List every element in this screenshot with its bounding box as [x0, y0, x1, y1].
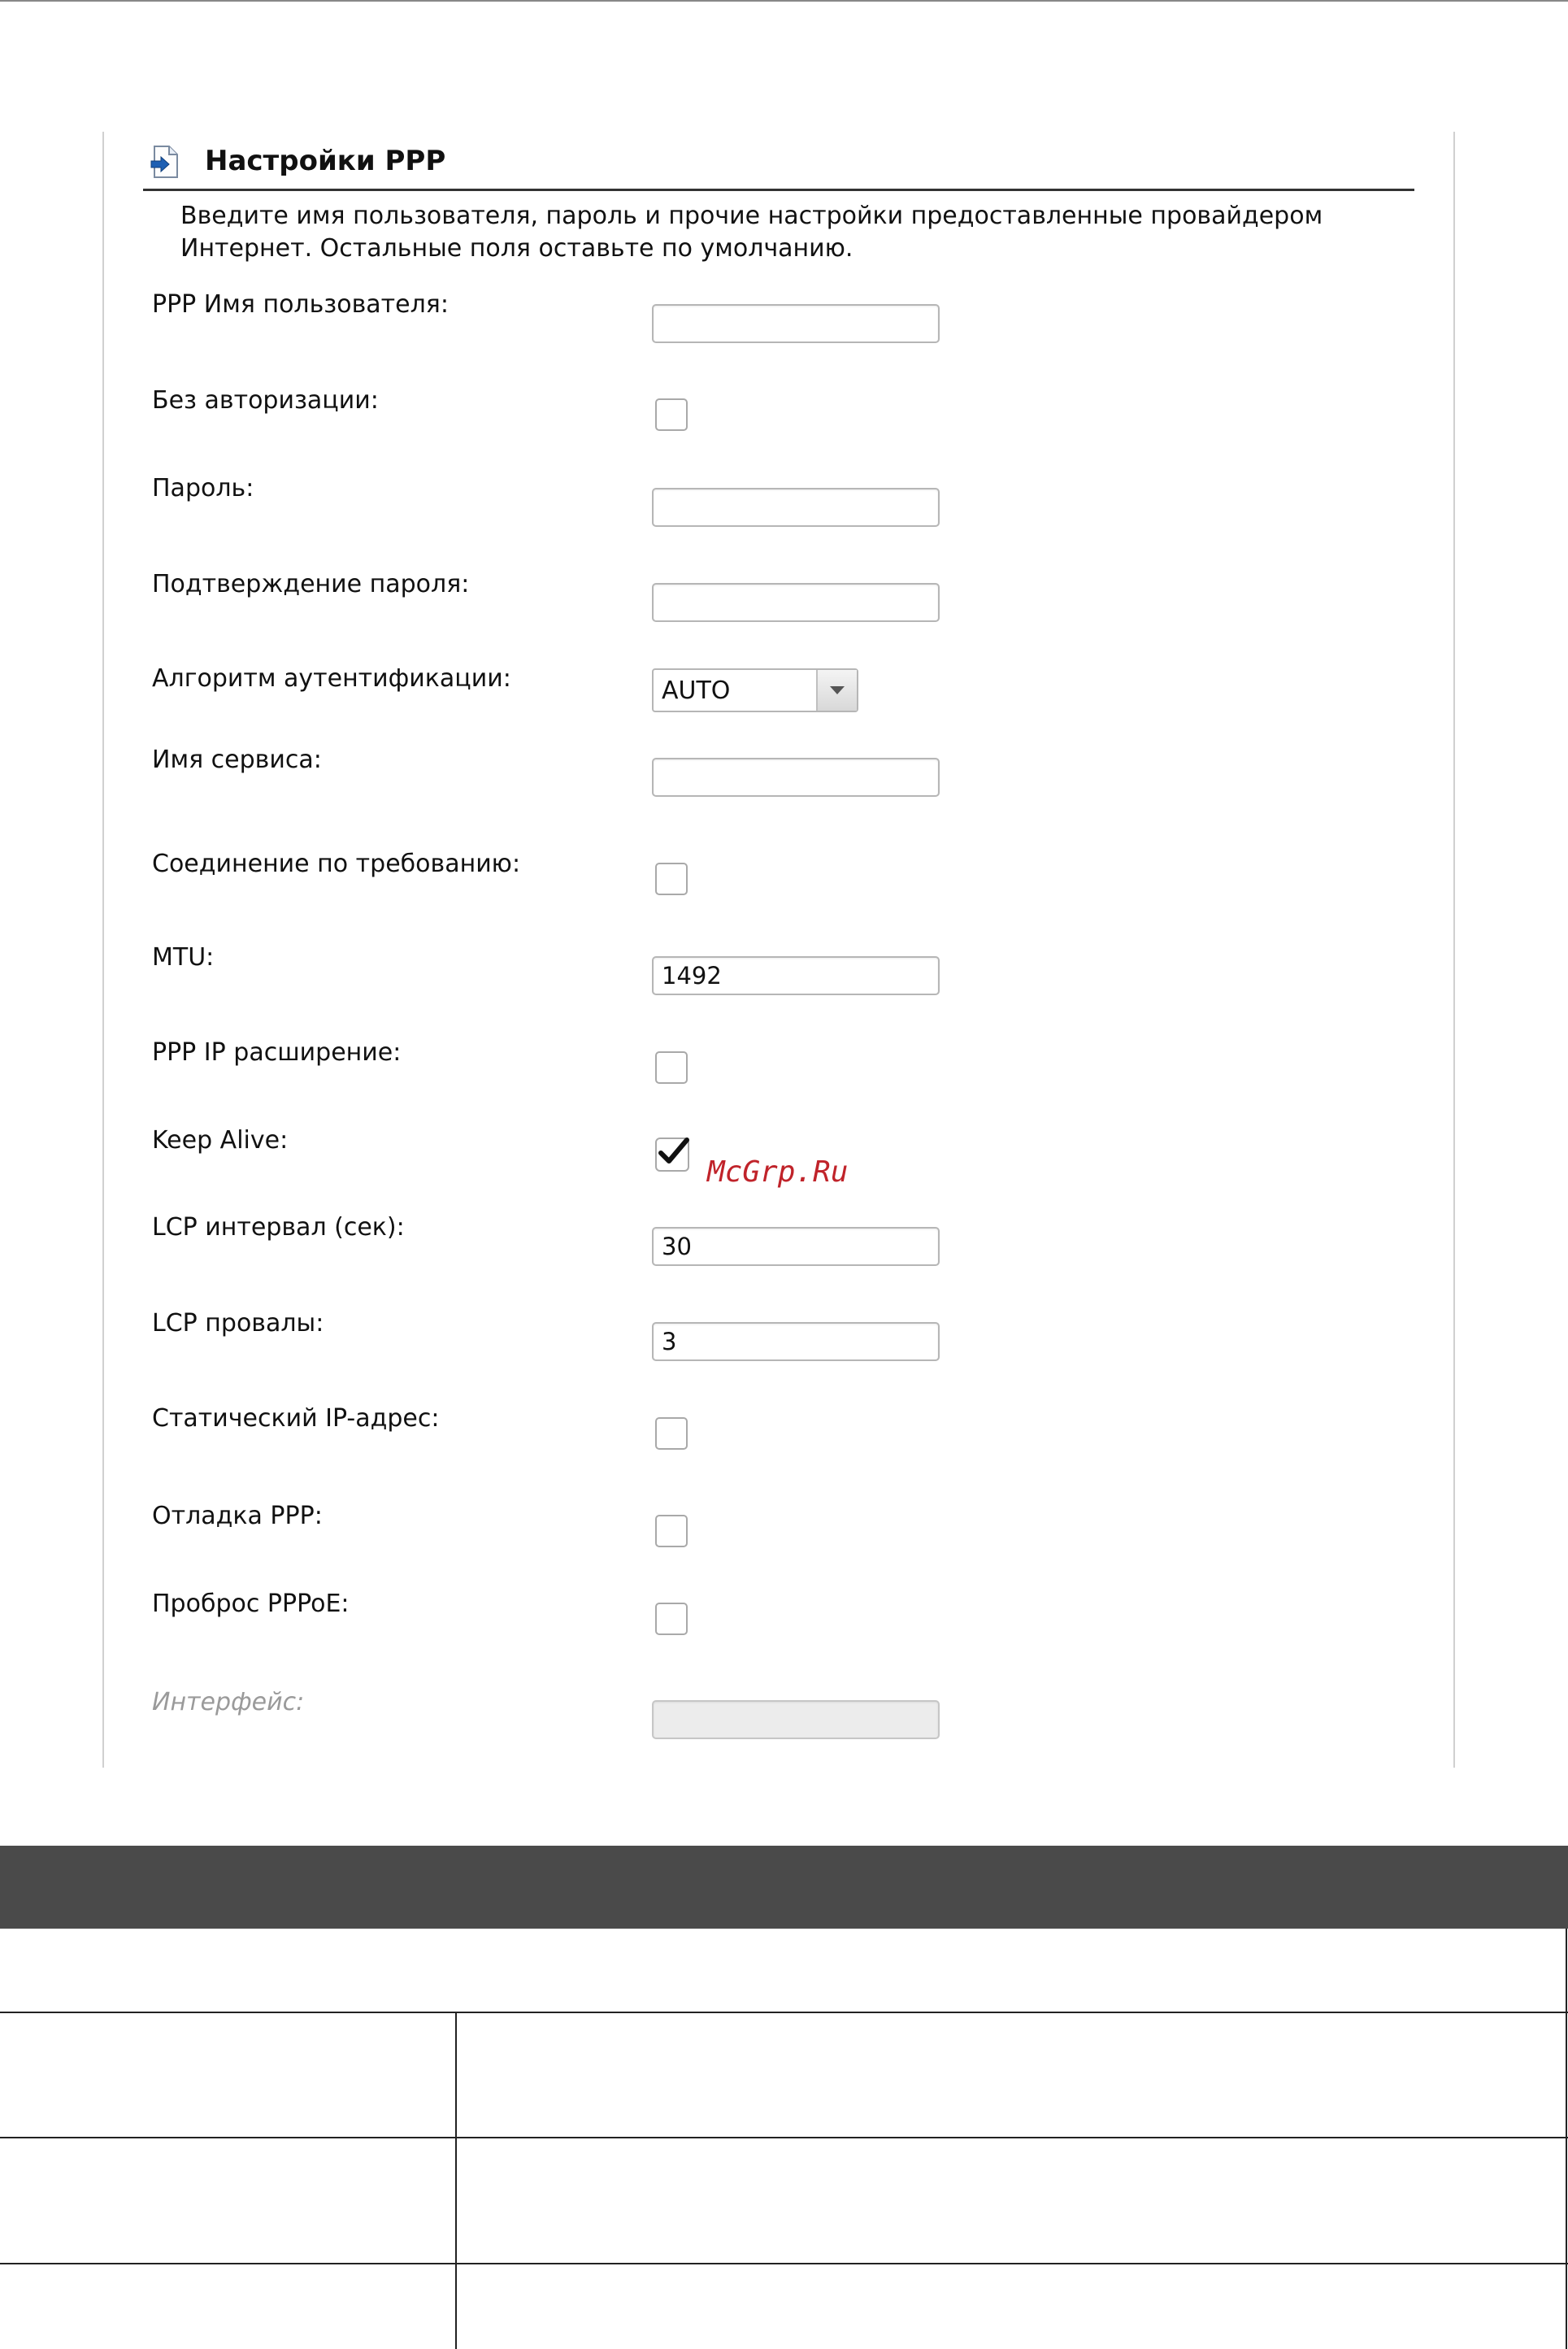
password-confirm-label: Подтверждение пароля: — [152, 570, 470, 598]
lcp-interval-input[interactable] — [652, 1227, 940, 1266]
panel-header — [143, 138, 1414, 191]
service-name-input[interactable] — [652, 758, 940, 797]
panel-intro — [180, 200, 1400, 265]
table-rule — [0, 2012, 1568, 2013]
panel-title: Настройки PPP — [205, 145, 446, 177]
intro-line-1: Введите имя пользователя, пароль и прочие настройки предоставленные провайдером — [180, 202, 1323, 230]
mtu-input[interactable] — [652, 956, 940, 995]
interface-input — [652, 1700, 940, 1739]
intro-line-2: Интернет. Остальные поля оставьте по умолчанию. — [180, 234, 853, 263]
service-name-label: Имя сервиса: — [152, 746, 322, 774]
password-confirm-input[interactable] — [652, 583, 940, 622]
document-arrow-icon — [150, 145, 179, 179]
pppoe-passthrough-label: Проброс PPPoE: — [152, 1590, 350, 1618]
page-top-rule — [0, 0, 1568, 2]
pppoe-passthrough-checkbox[interactable] — [655, 1603, 688, 1635]
no-auth-checkbox[interactable] — [655, 398, 688, 431]
table-column-divider — [455, 2012, 457, 2349]
table-right-edge — [1566, 1929, 1567, 2349]
table-rule — [0, 2263, 1568, 2264]
table-header-bar — [0, 1846, 1568, 1929]
ppp-ip-ext-checkbox[interactable] — [655, 1051, 688, 1084]
auth-algorithm-label: Алгоритм аутентификации: — [152, 664, 511, 693]
static-ip-label: Статический IP-адрес: — [152, 1404, 440, 1433]
username-input[interactable] — [652, 304, 940, 343]
chevron-down-icon[interactable] — [816, 670, 857, 711]
password-label: Пароль: — [152, 474, 254, 502]
watermark: McGrp.Ru — [707, 1155, 849, 1189]
keep-alive-checkbox[interactable] — [655, 1133, 694, 1172]
ppp-debug-label: Отладка PPP: — [152, 1502, 323, 1530]
ppp-ip-ext-label: PPP IP расширение: — [152, 1038, 402, 1067]
interface-label: Интерфейс: — [152, 1688, 305, 1716]
password-input[interactable] — [652, 488, 940, 527]
lcp-fails-input[interactable] — [652, 1322, 940, 1361]
auth-algorithm-select[interactable] — [652, 668, 858, 712]
keep-alive-label: Keep Alive: — [152, 1126, 289, 1155]
lcp-fails-label: LCP провалы: — [152, 1309, 324, 1338]
no-auth-label: Без авторизации: — [152, 386, 379, 415]
auth-algorithm-value: AUTO — [662, 676, 731, 705]
on-demand-checkbox[interactable] — [655, 863, 688, 895]
table-rule — [0, 2137, 1568, 2138]
lcp-interval-label: LCP интервал (сек): — [152, 1213, 405, 1242]
ppp-debug-checkbox[interactable] — [655, 1515, 688, 1547]
static-ip-checkbox[interactable] — [655, 1417, 688, 1450]
mtu-label: MTU: — [152, 943, 215, 972]
username-label: PPP Имя пользователя: — [152, 290, 449, 319]
on-demand-label: Соединение по требованию: — [152, 850, 521, 878]
